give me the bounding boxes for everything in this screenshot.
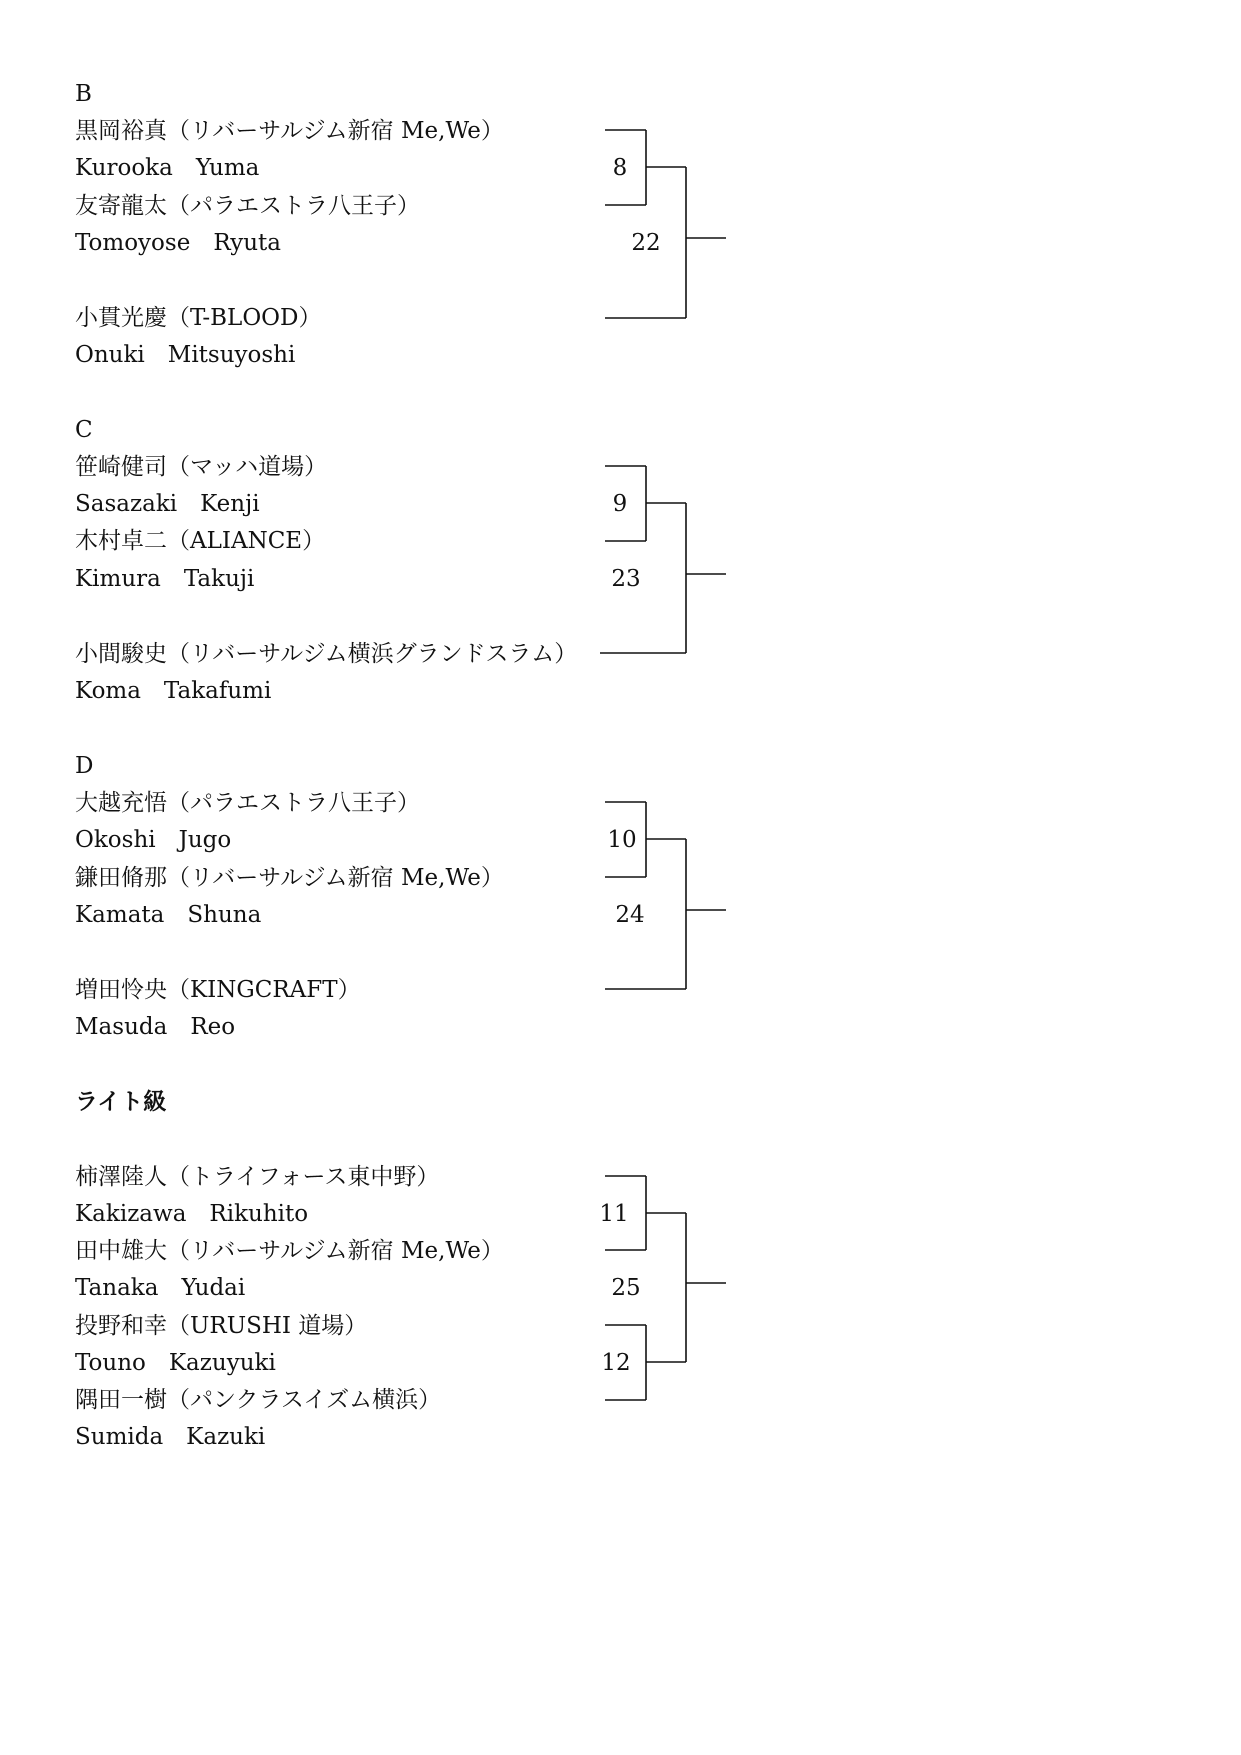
entry-name-jp: 投野和幸（URUSHI 道場） [75,1313,368,1339]
entry-name-jp: 黒岡裕真（リバーサルジム新宿 Me,We） [75,118,504,144]
entry-name-jp: 友寄龍太（パラエストラ八王子） [75,193,420,219]
bout-number: 25 [611,1275,641,1301]
entry-name-en: Onuki Mitsuyoshi [75,342,296,368]
entry-name-en: Tomoyose Ryuta [75,230,281,256]
entry-name-en: Okoshi Jugo [75,827,232,853]
entry-name-en: Koma Takafumi [75,678,272,704]
entry-name-jp: 小間駿史（リバーサルジム横浜グランドスラム） [75,641,578,667]
bout-number: 8 [612,155,628,181]
weight-class-heading: ライト級 [75,1089,167,1115]
entry-name-en: Sasazaki Kenji [75,491,260,517]
entry-name-en: Tanaka Yudai [75,1275,246,1301]
bout-number: 12 [601,1350,631,1376]
entry-name-en: Kamata Shuna [75,902,262,928]
entry-name-en: Kakizawa Rikuhito [75,1201,309,1227]
entry-name-jp: 木村卓二（ALIANCE） [75,528,326,554]
entry-name-jp: 大越充悟（パラエストラ八王子） [75,790,420,816]
group-label-c: C [75,417,93,443]
bout-number: 9 [612,491,628,517]
bracket-group-c [600,466,726,653]
entry-name-jp: 小貫光慶（T-BLOOD） [75,305,322,331]
bout-number: 10 [607,827,637,853]
bout-number: 22 [631,230,661,256]
group-label-b: B [75,81,92,107]
entry-name-jp: 田中雄大（リバーサルジム新宿 Me,We） [75,1238,504,1264]
bout-number: 24 [615,902,645,928]
entry-name-en: Kimura Takuji [75,566,255,592]
entry-name-jp: 増田怜央（KINGCRAFT） [75,977,361,1003]
entry-name-jp: 鎌田脩那（リバーサルジム新宿 Me,We） [75,865,504,891]
entry-name-en: Kurooka Yuma [75,155,260,181]
bout-number: 23 [611,566,641,592]
bracket-light [605,1176,726,1400]
bracket-group-b [605,130,726,318]
entry-name-jp: 隅田一樹（パンクラスイズム横浜） [75,1387,442,1413]
bout-number: 11 [599,1201,629,1227]
entry-name-jp: 笹崎健司（マッハ道場） [75,454,328,480]
entry-name-en: Masuda Reo [75,1014,236,1040]
entry-name-en: Touno Kazuyuki [75,1350,276,1376]
entry-name-en: Sumida Kazuki [75,1424,266,1450]
bracket-group-d [605,802,726,989]
group-label-d: D [75,753,94,779]
entry-name-jp: 柿澤陸人（トライフォース東中野） [75,1164,440,1190]
